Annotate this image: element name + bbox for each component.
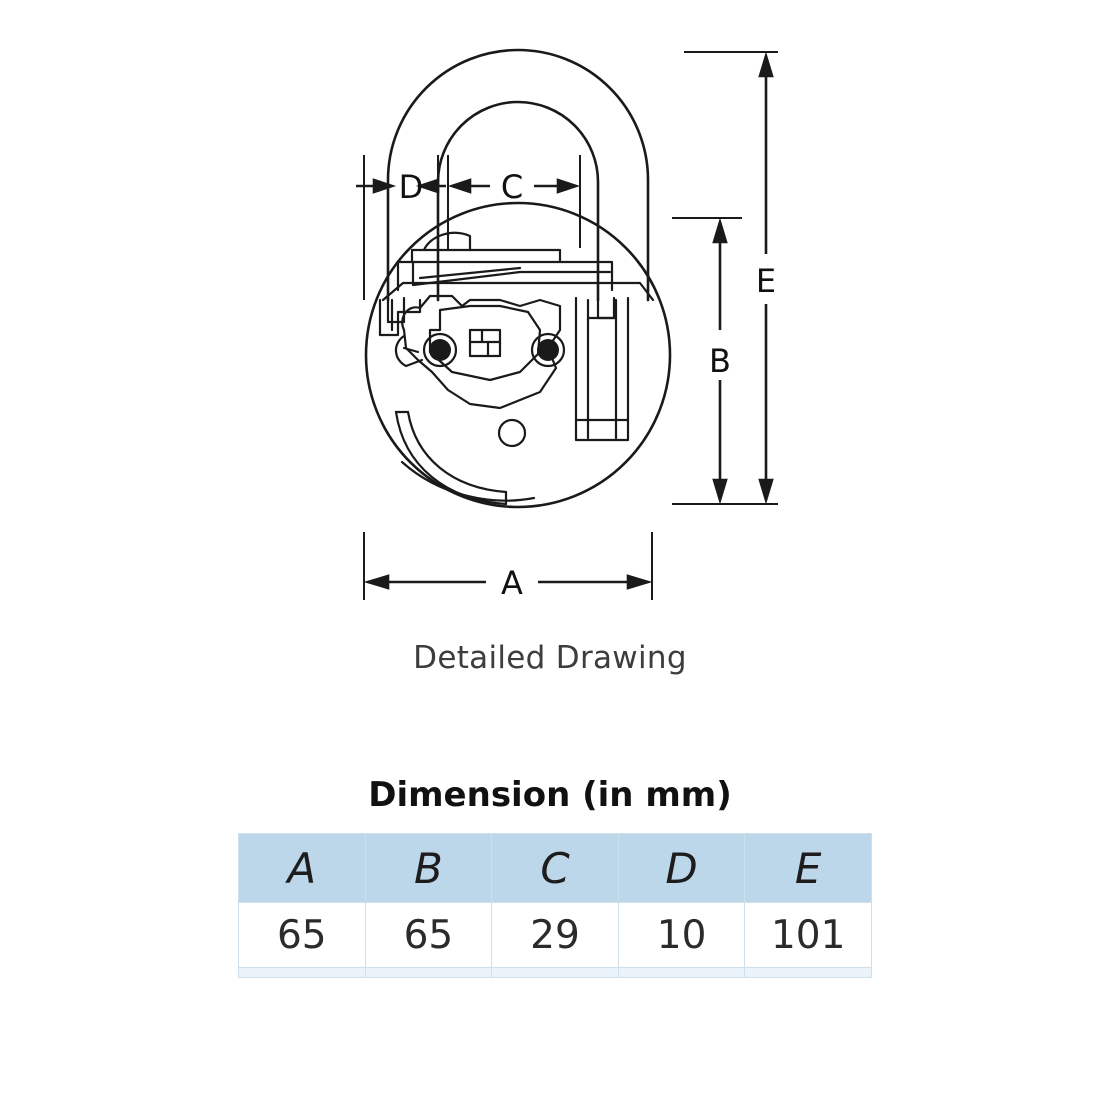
table-footer-cell [492, 968, 619, 978]
table-footer-strip [239, 968, 872, 978]
table-footer-cell [365, 968, 492, 978]
table-footer-cell [745, 968, 872, 978]
dimension-label-d: D [398, 168, 424, 206]
table-cell-e: 101 [745, 903, 872, 968]
dimension-d [356, 155, 446, 300]
dimension-label-a: A [501, 564, 523, 602]
table-header-a: A [239, 834, 366, 903]
dimension-a [364, 532, 652, 602]
dimension-label-b: B [709, 342, 731, 380]
table-row [239, 903, 872, 968]
internal-mechanism [380, 233, 653, 504]
drawing-caption: Detailed Drawing [413, 640, 687, 676]
dimension-label-e: E [755, 262, 777, 300]
table-header-row [239, 834, 872, 903]
dimension-b [672, 218, 742, 504]
dimension-e [684, 52, 778, 504]
table-cell-a: 65 [239, 903, 366, 968]
table-footer-cell [618, 968, 745, 978]
table-cell-c: 29 [492, 903, 619, 968]
table-cell-b: 65 [365, 903, 492, 968]
dimension-table-title: Dimension (in mm) [368, 775, 732, 815]
dimension-table-wrapper [238, 833, 872, 978]
table-header-e: E [745, 834, 872, 903]
table-footer-cell [239, 968, 366, 978]
table-header-d: D [618, 834, 745, 903]
table-header-b: B [365, 834, 492, 903]
table-cell-d: 10 [618, 903, 745, 968]
table-header-c: C [492, 834, 619, 903]
dimension-label-c: C [500, 168, 524, 206]
dimension-table [238, 833, 872, 978]
